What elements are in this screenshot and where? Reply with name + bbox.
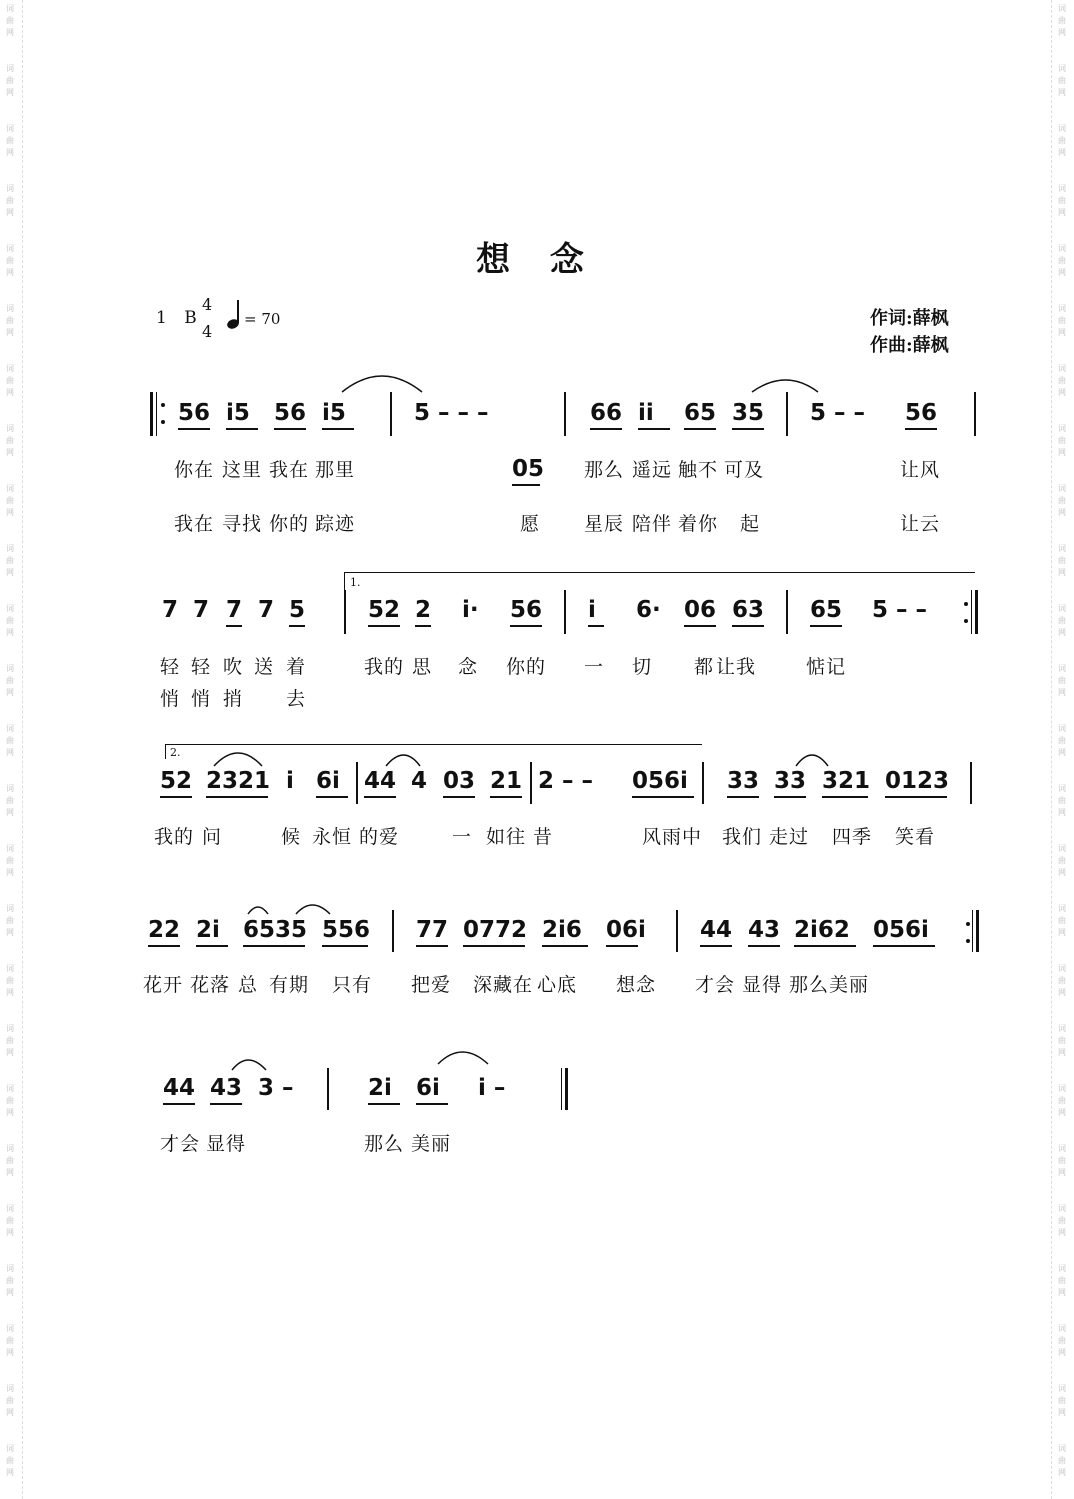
watermark-glyph: 网 [6, 268, 14, 277]
lyric: 送 [254, 656, 275, 678]
watermark-glyph: 网 [6, 748, 14, 757]
lyric: 起 [740, 513, 761, 535]
watermark-glyph: 曲 [6, 136, 14, 145]
watermark-glyph: 曲 [6, 676, 14, 685]
watermark-glyph: 网 [1058, 508, 1066, 517]
watermark-glyph: 曲 [6, 1456, 14, 1465]
watermark-glyph: 曲 [6, 1216, 14, 1225]
note-group: 056i [873, 917, 929, 943]
note-group: 77 [416, 917, 449, 943]
watermark-glyph: 词 [6, 484, 14, 493]
watermark-glyph: 词 [6, 1024, 14, 1033]
note-group: 3 – [258, 1075, 294, 1101]
watermark-glyph: 网 [1058, 1468, 1066, 1477]
note: 7 [226, 597, 243, 623]
lyric: 我的 [364, 656, 405, 678]
watermark-glyph: 网 [6, 928, 14, 937]
lyric: 你在 [174, 459, 215, 481]
watermark-glyph: 词 [1058, 784, 1066, 793]
song-title: 想 念 [476, 240, 598, 280]
lyric: 深藏在 [473, 974, 534, 996]
watermark-glyph: 网 [6, 1468, 14, 1477]
watermark-glyph: 曲 [1058, 1156, 1066, 1165]
lyric: 这里 [222, 459, 263, 481]
watermark-glyph: 词 [6, 1144, 14, 1153]
watermark-glyph: 词 [1058, 244, 1066, 253]
watermark-glyph: 词 [1058, 64, 1066, 73]
watermark-glyph: 词 [1058, 1084, 1066, 1093]
lyric: 陪伴 [632, 513, 673, 535]
lyric: 那么 [584, 459, 625, 481]
lyric: 那么美丽 [789, 974, 870, 996]
watermark-glyph: 词 [1058, 664, 1066, 673]
lyric: 让云 [900, 513, 941, 535]
lyric: 候 [281, 826, 302, 848]
note-group: 52 [368, 597, 401, 623]
watermark-glyph: 曲 [1058, 856, 1066, 865]
lyric: 你的 [269, 513, 310, 535]
lyric: 寻找 [222, 513, 263, 535]
watermark-glyph: 网 [1058, 268, 1066, 277]
note-group: 52 [160, 768, 193, 794]
watermark-glyph: 曲 [1058, 736, 1066, 745]
note-group: 43 [210, 1075, 243, 1101]
watermark-glyph: 词 [1058, 1264, 1066, 1273]
watermark-glyph: 曲 [1058, 1396, 1066, 1405]
note: 7 [193, 597, 210, 623]
lyric: 心底 [537, 974, 578, 996]
key-signature: 1 B [156, 308, 203, 328]
lyric: 花落 [190, 974, 231, 996]
watermark-glyph: 曲 [1058, 556, 1066, 565]
lyric: 花开 [143, 974, 184, 996]
watermark-glyph: 曲 [1058, 1216, 1066, 1225]
slur [796, 755, 828, 766]
lyric: 四季 [832, 826, 873, 848]
watermark-glyph: 网 [1058, 1228, 1066, 1237]
note-group: 2i6 [542, 917, 582, 943]
watermark-glyph: 词 [6, 4, 14, 13]
watermark-glyph: 词 [1058, 124, 1066, 133]
lyric: 风雨中 [642, 826, 703, 848]
watermark-glyph: 词 [6, 604, 14, 613]
lyricist-credit: 作词:薛枫 [870, 308, 949, 329]
lyric: 可及 [724, 459, 765, 481]
slur [296, 905, 330, 914]
note-group: 6i [316, 768, 340, 794]
watermark-glyph: 曲 [6, 16, 14, 25]
watermark-glyph: 词 [1058, 484, 1066, 493]
slur [438, 1052, 488, 1064]
watermark-glyph: 网 [1058, 1168, 1066, 1177]
watermark-glyph: 曲 [6, 916, 14, 925]
lyric: 的爱 [359, 826, 400, 848]
watermark-glyph: 网 [6, 328, 14, 337]
watermark-glyph: 词 [6, 1264, 14, 1273]
watermark-glyph: 词 [6, 244, 14, 253]
note-group: 2321 [206, 768, 271, 794]
note-group: 321 [822, 768, 871, 794]
note: 7 [258, 597, 275, 623]
watermark-glyph: 网 [6, 688, 14, 697]
watermark-glyph: 词 [1058, 1444, 1066, 1453]
watermark-glyph: 曲 [1058, 976, 1066, 985]
volta-number: 2. [170, 746, 181, 759]
watermark-glyph: 网 [1058, 1108, 1066, 1117]
watermark-glyph: 曲 [6, 256, 14, 265]
watermark-glyph: 曲 [1058, 76, 1066, 85]
watermark-glyph: 网 [1058, 388, 1066, 397]
watermark-glyph: 曲 [1058, 1276, 1066, 1285]
watermark-glyph: 网 [6, 448, 14, 457]
watermark-glyph: 曲 [6, 856, 14, 865]
watermark-glyph: 曲 [1058, 196, 1066, 205]
watermark-glyph: 网 [1058, 1048, 1066, 1057]
note-group: 44 [700, 917, 733, 943]
watermark-glyph: 词 [1058, 604, 1066, 613]
note-group: 5 – – [810, 400, 866, 426]
note-group: i – [478, 1075, 506, 1101]
watermark-glyph: 网 [6, 1288, 14, 1297]
lyric: 踪迹 [315, 513, 356, 535]
watermark-glyph: 词 [1058, 1204, 1066, 1213]
note-group: 0123 [885, 768, 950, 794]
note-group: 33 [774, 768, 807, 794]
note: i [286, 768, 294, 794]
lyric: 去 [286, 688, 307, 710]
lyric: 惦记 [806, 656, 847, 678]
watermark-glyph: 词 [6, 124, 14, 133]
lyric: 捎 [223, 688, 244, 710]
note-group: 06i [606, 917, 646, 943]
slur [342, 376, 422, 392]
watermark-glyph: 词 [6, 184, 14, 193]
watermark-glyph: 网 [1058, 928, 1066, 937]
watermark-glyph: 曲 [6, 736, 14, 745]
lyric: 那么 [364, 1133, 405, 1155]
watermark-glyph: 网 [6, 568, 14, 577]
lyric: 切 [632, 656, 653, 678]
lyric: 轻 [160, 656, 181, 678]
watermark-glyph: 曲 [6, 616, 14, 625]
lyric: 触不 [678, 459, 719, 481]
lyric: 着你 [678, 513, 719, 535]
watermark-glyph: 曲 [1058, 1336, 1066, 1345]
watermark-glyph: 网 [6, 1168, 14, 1177]
watermark-glyph: 曲 [6, 196, 14, 205]
watermark-glyph: 曲 [6, 376, 14, 385]
watermark-glyph: 词 [6, 844, 14, 853]
lyric: 思 [412, 656, 433, 678]
watermark-glyph: 网 [6, 1228, 14, 1237]
lyric: 轻 [191, 656, 212, 678]
watermark-glyph: 网 [6, 1408, 14, 1417]
note-group: i5 [226, 400, 250, 426]
watermark-glyph: 网 [1058, 628, 1066, 637]
note-group: 0772 [463, 917, 528, 943]
note-group: 21 [490, 768, 523, 794]
lyric: 星辰 [584, 513, 625, 535]
note-group: 2i [196, 917, 220, 943]
note: 2 [415, 597, 432, 623]
note-group: 556 [322, 917, 371, 943]
watermark-glyph: 曲 [6, 976, 14, 985]
note-group: 43 [748, 917, 781, 943]
watermark-glyph: 曲 [1058, 16, 1066, 25]
watermark-glyph: 曲 [6, 436, 14, 445]
watermark-glyph: 词 [1058, 544, 1066, 553]
note-group: ii [638, 400, 654, 426]
lyric: 想念 [616, 974, 657, 996]
lyric: 念 [458, 656, 479, 678]
lyric: 如往 [486, 826, 527, 848]
note-group: 22 [148, 917, 181, 943]
watermark-glyph: 词 [6, 1084, 14, 1093]
watermark-glyph: 网 [6, 388, 14, 397]
watermark-glyph: 曲 [1058, 916, 1066, 925]
note-group: 6535 [243, 917, 308, 943]
time-signature-top: 4 [202, 295, 213, 314]
watermark-glyph: 网 [1058, 28, 1066, 37]
watermark-glyph: 词 [1058, 844, 1066, 853]
lyric: 我在 [269, 459, 310, 481]
watermark-glyph: 词 [1058, 364, 1066, 373]
watermark-glyph: 网 [1058, 1288, 1066, 1297]
lyric: 美丽 [411, 1133, 452, 1155]
note-group: 33 [727, 768, 760, 794]
note-group: 56 [178, 400, 211, 426]
lyric: 让风 [900, 459, 941, 481]
watermark-glyph: 词 [6, 1384, 14, 1393]
watermark-glyph: 网 [1058, 208, 1066, 217]
watermark-glyph: 词 [6, 64, 14, 73]
note-group: 2 – – [538, 768, 594, 794]
note: i· [462, 597, 479, 623]
watermark-glyph: 词 [6, 964, 14, 973]
note-group: 06 [684, 597, 717, 623]
note: 4 [411, 768, 428, 794]
watermark-glyph: 网 [6, 208, 14, 217]
watermark-glyph: 网 [6, 88, 14, 97]
lyric: 只有 [332, 974, 373, 996]
lyric: 遥远 [632, 459, 673, 481]
note: 7 [162, 597, 179, 623]
watermark-glyph: 曲 [6, 316, 14, 325]
watermark-glyph: 曲 [1058, 676, 1066, 685]
watermark-glyph: 网 [6, 628, 14, 637]
watermark-glyph: 网 [1058, 868, 1066, 877]
watermark-glyph: 曲 [6, 1396, 14, 1405]
note-group: 03 [443, 768, 476, 794]
watermark-glyph: 词 [6, 664, 14, 673]
watermark-glyph: 词 [1058, 1144, 1066, 1153]
watermark-glyph: 网 [6, 1108, 14, 1117]
note-group: 2i62 [794, 917, 850, 943]
watermark-glyph: 词 [1058, 184, 1066, 193]
watermark-glyph: 曲 [1058, 616, 1066, 625]
watermark-glyph: 词 [6, 904, 14, 913]
watermark-glyph: 词 [1058, 724, 1066, 733]
watermark-glyph: 词 [1058, 1324, 1066, 1333]
watermark-glyph: 词 [1058, 304, 1066, 313]
lyric: 才会 [695, 974, 736, 996]
watermark-glyph: 网 [6, 28, 14, 37]
lyric: 你的 [506, 656, 547, 678]
watermark-glyph: 词 [6, 784, 14, 793]
watermark-glyph: 网 [1058, 688, 1066, 697]
watermark-glyph: 网 [1058, 808, 1066, 817]
lyric: 我在 [174, 513, 215, 535]
lyric: 问 [202, 826, 223, 848]
note-group: 66 [590, 400, 623, 426]
pickup-notes: 05 [512, 456, 545, 482]
note-group: 5 – – – [414, 400, 489, 426]
watermark-glyph: 词 [6, 724, 14, 733]
watermark-glyph: 网 [1058, 1408, 1066, 1417]
lyric: 我们 [722, 826, 763, 848]
watermark-glyph: 曲 [6, 1336, 14, 1345]
watermark-glyph: 网 [1058, 88, 1066, 97]
watermark-glyph: 曲 [1058, 436, 1066, 445]
tempo-marking: = 70 [244, 310, 281, 328]
lyric: 我的 [154, 826, 195, 848]
lyric: 都 [694, 656, 715, 678]
lyric: 让我 [716, 656, 757, 678]
note-group: 65 [810, 597, 843, 623]
note-group: 2i [368, 1075, 392, 1101]
lyric: 笑看 [895, 826, 936, 848]
lyric: 着 [286, 656, 307, 678]
watermark-glyph: 词 [6, 364, 14, 373]
watermark-glyph: 网 [1058, 448, 1066, 457]
lyric: 愿 [520, 513, 541, 535]
watermark-glyph: 曲 [1058, 316, 1066, 325]
note-group: 6i [416, 1075, 440, 1101]
watermark-glyph: 词 [6, 1444, 14, 1453]
watermark-glyph: 曲 [1058, 376, 1066, 385]
watermark-glyph: 网 [1058, 328, 1066, 337]
lyric: 昔 [533, 826, 554, 848]
watermark-glyph: 词 [6, 1204, 14, 1213]
watermark-glyph: 曲 [6, 1156, 14, 1165]
watermark-glyph: 网 [6, 1348, 14, 1357]
volta-number: 1. [350, 576, 361, 589]
watermark-glyph: 曲 [6, 496, 14, 505]
slur [386, 755, 420, 766]
composer-credit: 作曲:薛枫 [870, 335, 949, 356]
slur [214, 753, 262, 766]
watermark-glyph: 曲 [1058, 136, 1066, 145]
watermark-glyph: 曲 [1058, 796, 1066, 805]
lyric: 那里 [315, 459, 356, 481]
note: 5 [289, 597, 306, 623]
note-group: 35 [732, 400, 765, 426]
watermark-glyph: 曲 [1058, 1456, 1066, 1465]
watermark-glyph: 曲 [6, 556, 14, 565]
note-group: 56 [274, 400, 307, 426]
lyric: 才会 [160, 1133, 201, 1155]
watermark-glyph: 曲 [6, 1096, 14, 1105]
lyric: 显得 [742, 974, 783, 996]
watermark-glyph: 曲 [1058, 496, 1066, 505]
lyric: 把爱 [411, 974, 452, 996]
watermark-glyph: 曲 [6, 1036, 14, 1045]
lyric: 一 [584, 656, 605, 678]
watermark-glyph: 词 [6, 424, 14, 433]
watermark-glyph: 曲 [1058, 1096, 1066, 1105]
watermark-glyph: 网 [6, 808, 14, 817]
slur [248, 907, 268, 914]
watermark-glyph: 曲 [6, 76, 14, 85]
watermark-glyph: 词 [6, 1324, 14, 1333]
lyric: 总 [238, 974, 259, 996]
watermark-glyph: 网 [1058, 568, 1066, 577]
watermark-glyph: 词 [1058, 964, 1066, 973]
watermark-glyph: 网 [6, 988, 14, 997]
watermark-glyph: 词 [1058, 4, 1066, 13]
watermark-glyph: 词 [1058, 1384, 1066, 1393]
watermark-glyph: 网 [6, 148, 14, 157]
watermark-glyph: 词 [1058, 904, 1066, 913]
watermark-glyph: 网 [1058, 148, 1066, 157]
lyric: 一 [452, 826, 473, 848]
note-group: 5 – – [872, 597, 928, 623]
slur [232, 1060, 266, 1070]
note-group: 056i [632, 768, 688, 794]
lyric: 悄 [191, 688, 212, 710]
slur [752, 380, 818, 392]
note-group: 65 [684, 400, 717, 426]
lyric: 有期 [269, 974, 310, 996]
watermark-glyph: 曲 [1058, 1036, 1066, 1045]
watermark-glyph: 曲 [1058, 256, 1066, 265]
lyric: 悄 [160, 688, 181, 710]
watermark-glyph: 网 [6, 1048, 14, 1057]
watermark-glyph: 网 [6, 868, 14, 877]
note-group: 63 [732, 597, 765, 623]
lyric: 显得 [206, 1133, 247, 1155]
watermark-glyph: 网 [6, 508, 14, 517]
watermark-glyph: 曲 [6, 1276, 14, 1285]
note: i [588, 597, 596, 623]
watermark-glyph: 词 [1058, 1024, 1066, 1033]
note-group: 56 [905, 400, 938, 426]
note-group: i5 [322, 400, 346, 426]
watermark-glyph: 曲 [6, 796, 14, 805]
note-group: 44 [163, 1075, 196, 1101]
lyric: 吹 [223, 656, 244, 678]
lyric: 走过 [769, 826, 810, 848]
note: 6· [636, 597, 661, 623]
lyric: 永恒 [312, 826, 353, 848]
watermark-glyph: 网 [1058, 988, 1066, 997]
time-signature-bottom: 4 [202, 322, 213, 341]
watermark-glyph: 词 [1058, 424, 1066, 433]
note-group: 44 [364, 768, 397, 794]
watermark-glyph: 网 [1058, 748, 1066, 757]
watermark-glyph: 词 [6, 544, 14, 553]
note-group: 56 [510, 597, 543, 623]
watermark-glyph: 词 [6, 304, 14, 313]
watermark-glyph: 网 [1058, 1348, 1066, 1357]
